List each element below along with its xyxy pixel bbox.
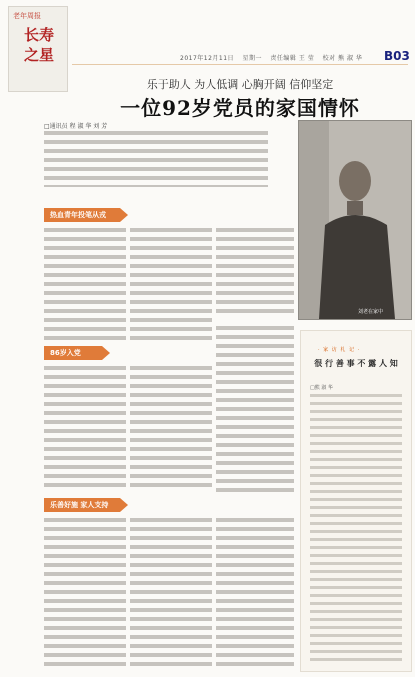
sidebar-title: 很 行 善 事 不 露 人 知: [314, 358, 398, 368]
body-column-3-top: [216, 228, 294, 318]
header-date: 2017年12月11日: [180, 55, 235, 62]
header-info: [180, 53, 368, 62]
header-weekday: 星期一: [242, 55, 262, 62]
body-column-1-top: [44, 228, 126, 340]
masthead-logo: [8, 6, 68, 92]
body-column-2-top: [130, 228, 212, 340]
article-subheadline: 乐于助人 为人低调 心胸开阔 信仰坚定: [146, 78, 334, 91]
header-editor: 责任编辑 王 莹: [270, 55, 315, 62]
article-byline: □通讯员 程 淑 华 刘 芳: [44, 123, 108, 130]
sidebar-tag: · 家 访 札 记 ·: [318, 347, 361, 353]
body-column-1-bottom: [44, 518, 126, 670]
portrait-photo: [298, 120, 412, 320]
article-lead-paragraph: [44, 131, 268, 187]
sidebar-body: [310, 394, 402, 664]
paper-name: 老年周报: [13, 12, 41, 20]
body-column-3-bottom: [216, 518, 294, 670]
article-headline: 一位92岁党员的家国情怀: [120, 96, 360, 120]
photo-caption: 刘老在家中: [358, 309, 384, 315]
body-column-2-middle: [130, 366, 212, 492]
section-heading-2: 86岁入党: [44, 346, 102, 360]
section-heading-1: 热血青年投笔从戎: [44, 208, 120, 222]
section-heading-3: 乐善好施 家人支持: [44, 498, 120, 512]
portrait-illustration: [299, 121, 411, 319]
body-column-2-bottom: [130, 518, 212, 670]
header-divider: [72, 64, 408, 65]
section-name: 长寿之星: [23, 26, 54, 64]
page-number: B03: [384, 49, 410, 63]
header-proofreader: 校对 熊 淑 华: [322, 55, 363, 62]
body-column-1-middle: [44, 366, 126, 492]
sidebar-byline: □熊 淑 华: [310, 385, 333, 391]
body-column-3-middle: [216, 326, 294, 492]
